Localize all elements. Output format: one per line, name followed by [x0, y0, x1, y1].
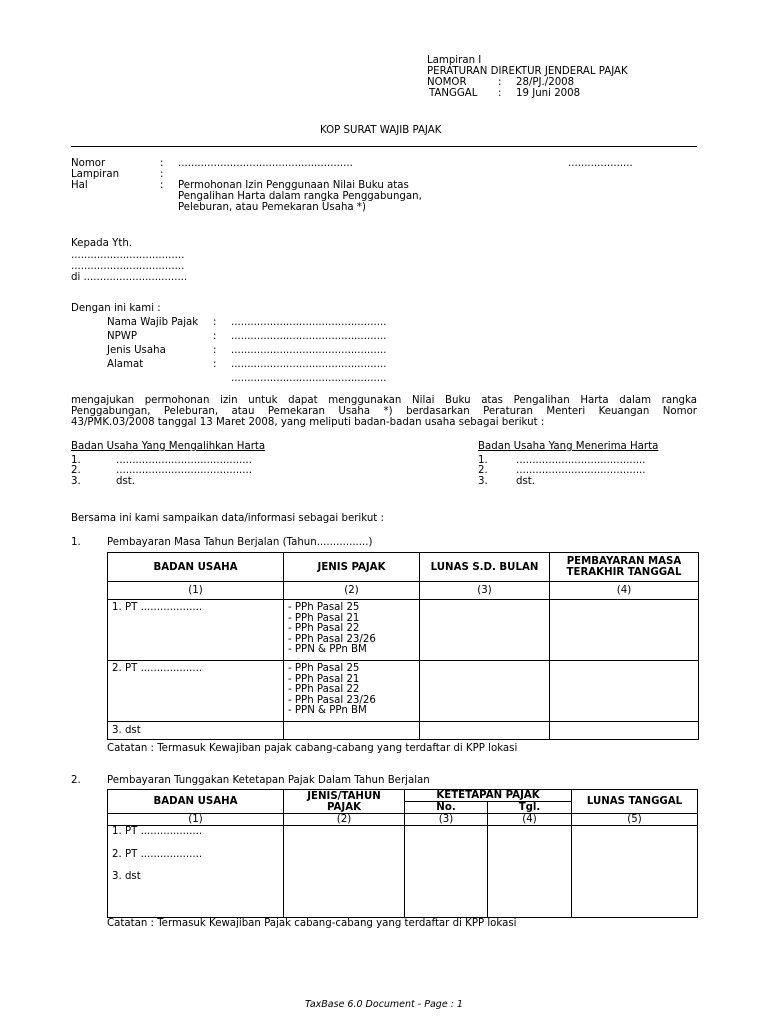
di-line: di ................................: [71, 272, 188, 283]
header-tanggal-label: TANGGAL: [429, 88, 478, 99]
field-value-jenis-usaha: ................................................: [231, 345, 387, 356]
s1-header-lunas: LUNAS S.D. BULAN: [420, 553, 550, 582]
s1-badan-cell: 1. PT ...................: [108, 600, 284, 661]
header-colon: :: [498, 88, 502, 99]
table-row: [108, 722, 699, 740]
left-item-text: ..........................................: [116, 455, 253, 466]
right-item-text: ........................................: [516, 465, 646, 476]
header-colon: :: [498, 77, 502, 88]
section1-number: 1.: [71, 537, 81, 548]
s1-header-jenis: JENIS PAJAK: [284, 553, 420, 582]
left-item-num: 3.: [71, 476, 81, 487]
left-list-title: Badan Usaha Yang Mengalihkan Harta: [71, 441, 266, 452]
field-colon: :: [213, 359, 217, 370]
s2-empty-cell: [572, 826, 698, 918]
s1-empty-cell: [550, 722, 699, 740]
kepada-label: Kepada Yth.: [71, 238, 133, 249]
pajak-item: - PPh Pasal 25: [288, 602, 360, 613]
s1-empty-cell: [420, 600, 550, 661]
s1-colnum: (1): [108, 582, 284, 600]
s1-colnum: (2): [284, 582, 420, 600]
hal-line: Permohonan Izin Penggunaan Nilai Buku atas: [178, 180, 409, 191]
hal-label: Hal: [71, 180, 88, 191]
left-item-num: 1.: [71, 455, 81, 466]
left-item-num: 2.: [71, 465, 81, 476]
section2-number: 2.: [71, 775, 81, 786]
section1-catatan: Catatan : Termasuk Kewajiban pajak cabang-cabang yang terdaftar di KPP lokasi: [107, 743, 518, 754]
header-divider: [71, 146, 697, 147]
nomor-colon: :: [160, 158, 164, 169]
s2-row-item: 1. PT ...................: [112, 826, 203, 837]
s2-empty-cell: [488, 826, 572, 918]
hal-line: Peleburan, atau Pemekaran Usaha *): [178, 202, 366, 213]
kepada-line: ...................................: [71, 261, 185, 272]
paragraph-line: Penggabungan, Peleburan, atau Pemekaran Usaha *) berdasarkan Peraturan Menteri Keuangan Nomor: [71, 406, 697, 417]
s2-row-item: 3. dst: [112, 871, 141, 882]
s2-colnum: (5): [572, 814, 698, 826]
lampiran-field-label: Lampiran: [71, 169, 120, 180]
right-item-text: dst.: [516, 476, 536, 487]
peraturan-title: PERATURAN DIREKTUR JENDERAL PAJAK: [427, 66, 628, 77]
s1-empty-cell: [420, 722, 550, 740]
section2-catatan: Catatan : Termasuk Kewajiban Pajak cabang-cabang yang terdaftar di KPP lokasi: [107, 918, 517, 929]
s1-dst-cell: 3. dst: [108, 722, 284, 740]
right-item-text: ........................................: [516, 455, 646, 466]
table-row: [108, 661, 699, 722]
pajak-item: - PPh Pasal 23/26: [288, 633, 376, 645]
field-colon: :: [213, 345, 217, 356]
left-item-text: dst.: [116, 476, 136, 487]
s1-colnum: (3): [420, 582, 550, 600]
s1-empty-cell: [284, 722, 420, 740]
right-item-num: 2.: [478, 465, 488, 476]
s2-colnum: (2): [284, 814, 405, 826]
field-colon: :: [213, 317, 217, 328]
right-list-title: Badan Usaha Yang Menerima Harta: [478, 441, 659, 452]
pajak-item: - PPh Pasal 23/26: [288, 694, 376, 706]
s1-pajak-cell: [284, 661, 420, 722]
pajak-item: - PPh Pasal 21: [288, 612, 360, 624]
s2-header-no: No.: [405, 802, 488, 814]
section2-title: Pembayaran Tunggakan Ketetapan Pajak Dalam Tahun Berjalan: [107, 775, 430, 786]
kop-surat: KOP SURAT WAJIB PAJAK: [320, 125, 442, 136]
s1-empty-cell: [550, 600, 699, 661]
s1-badan-cell: 2. PT ...................: [108, 661, 284, 722]
table-row: [108, 600, 699, 661]
hal-line: Pengalihan Harta dalam rangka Penggabungan,: [178, 191, 422, 202]
kepada-line: ...................................: [71, 250, 185, 261]
lampiran-label: Lampiran I: [427, 55, 482, 66]
field-value-alamat: ................................................: [231, 359, 387, 370]
pajak-item: - PPh Pasal 25: [288, 663, 360, 674]
section1-table: [107, 552, 699, 740]
pajak-item: - PPh Pasal 21: [288, 673, 360, 685]
hal-colon: :: [160, 180, 164, 191]
field-label-npwp: NPWP: [107, 331, 137, 342]
s2-header-jenis-line2: PAJAK: [327, 801, 361, 813]
s2-colnum: (1): [108, 814, 284, 826]
header-nomor-value: 28/PJ./2008: [516, 77, 575, 88]
field-colon: :: [213, 331, 217, 342]
field-value-nama: ................................................: [231, 317, 387, 328]
s2-header-jenis: [284, 790, 405, 814]
field-value-alamat-extra: ................................................: [231, 373, 387, 384]
field-label-jenis-usaha: Jenis Usaha: [107, 345, 166, 356]
paragraph-line: mengajukan permohonan izin untuk dapat menggunakan Nilai Buku atas Pengalihan Harta dalam rangka: [71, 395, 697, 406]
s2-colnum: (3): [405, 814, 488, 826]
lampiran-colon: :: [160, 169, 164, 180]
s1-colnum: (4): [550, 582, 699, 600]
s2-header-jenis-line1: JENIS/TAHUN: [307, 790, 381, 802]
section2-table: [107, 789, 698, 918]
s2-header-tgl: Tgl.: [488, 802, 572, 814]
pajak-item: - PPh Pasal 22: [288, 623, 360, 634]
s2-colnum: (4): [488, 814, 572, 826]
s2-row-item: 2. PT ...................: [112, 849, 203, 860]
nomor-label: Nomor: [71, 158, 106, 169]
pajak-item: - PPh Pasal 22: [288, 684, 360, 695]
identity-intro: Dengan ini kami :: [71, 303, 161, 314]
field-value-npwp: ................................................: [231, 331, 387, 342]
field-label-nama: Nama Wajib Pajak: [107, 317, 199, 328]
left-item-text: ..........................................: [116, 465, 253, 476]
s2-header-ketetapan: KETETAPAN PAJAK: [405, 790, 572, 802]
s2-header-badan: BADAN USAHA: [108, 790, 284, 814]
header-nomor-label: NOMOR: [427, 77, 467, 88]
s1-header-badan: BADAN USAHA: [108, 553, 284, 582]
bersama-text: Bersama ini kami sampaikan data/informasi sebagai berikut :: [71, 513, 384, 524]
s1-pajak-cell: [284, 600, 420, 661]
right-item-num: 1.: [478, 455, 488, 466]
header-tanggal-value: 19 Juni 2008: [516, 88, 581, 99]
s2-empty-cell: [405, 826, 488, 918]
s2-empty-cell: [284, 826, 405, 918]
nomor-dots: ......................................................: [178, 158, 353, 169]
right-item-num: 3.: [478, 476, 488, 487]
s2-badan-cell: [108, 826, 284, 918]
pajak-item: - PPN & PPn BM: [288, 644, 367, 655]
paragraph-line: 43/PMK.03/2008 tanggal 13 Maret 2008, yang meliputi badan-badan usaha sebagai berikut :: [71, 417, 545, 428]
section1-title: Pembayaran Masa Tahun Berjalan (Tahun................): [107, 537, 373, 548]
s1-empty-cell: [550, 661, 699, 722]
pajak-item: - PPN & PPn BM: [288, 705, 367, 716]
s1-empty-cell: [420, 661, 550, 722]
field-label-alamat: Alamat: [107, 359, 144, 370]
date-dots: ....................: [568, 158, 633, 169]
page-footer: TaxBase 6.0 Document - Page : 1: [305, 999, 463, 1010]
s1-header-pembayaran: PEMBAYARAN MASA TERAKHIR TANGGAL: [550, 553, 699, 582]
s2-header-lunas: LUNAS TANGGAL: [572, 790, 698, 814]
table-row: [108, 826, 698, 918]
